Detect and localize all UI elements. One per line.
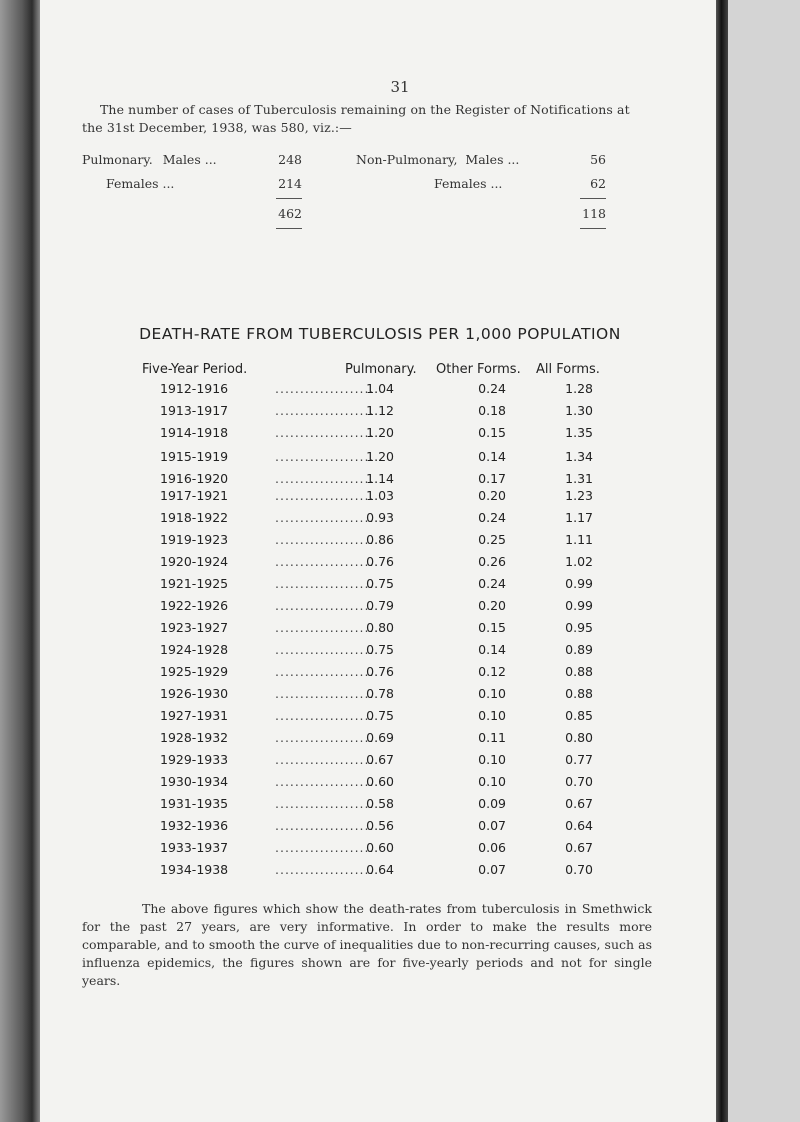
period-cell: 1930-1934 (160, 774, 229, 789)
period-cell: 1913-1917 (160, 403, 229, 418)
period-cell: 1932-1936 (160, 818, 229, 833)
table-row (0, 862, 760, 882)
non-pulmonary-label: Non-Pulmonary, (356, 152, 458, 167)
table-row (0, 818, 760, 838)
pulmonary-cell: 1.12 (366, 403, 394, 418)
leader-dots: .................... (275, 576, 375, 591)
all-forms-cell: 1.34 (565, 449, 593, 464)
all-forms-cell: 1.30 (565, 403, 593, 418)
table-row (0, 642, 760, 662)
other-forms-cell: 0.11 (478, 730, 506, 745)
all-forms-cell: 0.99 (565, 576, 593, 591)
other-forms-cell: 0.24 (478, 576, 506, 591)
leader-dots: .................... (275, 664, 375, 679)
table-title: DEATH-RATE FROM TUBERCULOSIS PER 1,000 POPULATION (139, 325, 621, 343)
other-forms-cell: 0.10 (478, 708, 506, 723)
leader-dots: .................... (275, 730, 375, 745)
pulmonary-total-rule (276, 228, 302, 229)
pulmonary-females-value: 214 (278, 176, 302, 191)
all-forms-cell: 1.28 (565, 381, 593, 396)
table-row (0, 449, 760, 469)
period-cell: 1915-1919 (160, 449, 229, 464)
other-forms-cell: 0.24 (478, 510, 506, 525)
other-forms-cell: 0.24 (478, 381, 506, 396)
period-cell: 1917-1921 (160, 488, 229, 503)
leader-dots: .................... (275, 774, 375, 789)
header-period: Five-Year Period. (142, 362, 248, 377)
other-forms-cell: 0.14 (478, 449, 506, 464)
leader-dots: .................... (275, 796, 375, 811)
table-row (0, 752, 760, 772)
all-forms-cell: 0.64 (565, 818, 593, 833)
leader-dots: .................... (275, 840, 375, 855)
period-cell: 1925-1929 (160, 664, 229, 679)
all-forms-cell: 1.23 (565, 488, 593, 503)
table-row (0, 381, 760, 401)
period-cell: 1914-1918 (160, 425, 229, 440)
pulmonary-cell: 0.67 (366, 752, 394, 767)
all-forms-cell: 0.95 (565, 620, 593, 635)
pulmonary-cell: 1.20 (366, 449, 394, 464)
period-cell: 1929-1933 (160, 752, 229, 767)
period-cell: 1920-1924 (160, 554, 229, 569)
other-forms-cell: 0.07 (478, 818, 506, 833)
leader-dots: .................... (275, 449, 375, 464)
all-forms-cell: 1.17 (565, 510, 593, 525)
all-forms-cell: 1.11 (565, 532, 593, 547)
non-pulmonary-females-label: Females ... (434, 176, 503, 191)
pulmonary-cell: 0.60 (366, 774, 394, 789)
period-cell: 1922-1926 (160, 598, 229, 613)
table-row (0, 708, 760, 728)
period-cell: 1921-1925 (160, 576, 229, 591)
pulmonary-cell: 0.93 (366, 510, 394, 525)
leader-dots: .................... (275, 381, 375, 396)
period-cell: 1918-1922 (160, 510, 229, 525)
table-row (0, 774, 760, 794)
pulmonary-cell: 0.64 (366, 862, 394, 877)
all-forms-cell: 0.88 (565, 664, 593, 679)
pulmonary-cell: 0.58 (366, 796, 394, 811)
table-row (0, 488, 760, 508)
all-forms-cell: 0.67 (565, 840, 593, 855)
pulmonary-females-row (106, 176, 174, 194)
other-forms-cell: 0.18 (478, 403, 506, 418)
other-forms-cell: 0.10 (478, 686, 506, 701)
table-row (0, 686, 760, 706)
period-cell: 1927-1931 (160, 708, 229, 723)
other-forms-cell: 0.25 (478, 532, 506, 547)
pulmonary-cell: 0.76 (366, 554, 394, 569)
leader-dots: .................... (275, 488, 375, 503)
table-row (0, 576, 760, 596)
non-pulmonary-total-rule (580, 228, 606, 229)
period-cell: 1924-1928 (160, 642, 229, 657)
all-forms-cell: 0.85 (565, 708, 593, 723)
pulmonary-total-value: 462 (278, 206, 302, 221)
all-forms-cell: 0.77 (565, 752, 593, 767)
pulmonary-cell: 0.79 (366, 598, 394, 613)
leader-dots: .................... (275, 532, 375, 547)
non-pulmonary-females-row (434, 176, 502, 194)
other-forms-cell: 0.10 (478, 752, 506, 767)
pulmonary-males-value: 248 (278, 152, 302, 167)
pulmonary-cell: 0.86 (366, 532, 394, 547)
leader-dots: .................... (275, 554, 375, 569)
period-cell: 1919-1923 (160, 532, 229, 547)
all-forms-cell: 0.88 (565, 686, 593, 701)
period-cell: 1933-1937 (160, 840, 229, 855)
leader-dots: .................... (275, 752, 375, 767)
non-pulmonary-total-value: 118 (582, 206, 606, 221)
non-pulmonary-males-label: Males ... (465, 152, 520, 167)
other-forms-cell: 0.15 (478, 425, 506, 440)
other-forms-cell: 0.10 (478, 774, 506, 789)
all-forms-cell: 0.89 (565, 642, 593, 657)
intro-paragraph (82, 101, 652, 137)
pulmonary-cell: 1.03 (366, 488, 394, 503)
other-forms-cell: 0.09 (478, 796, 506, 811)
other-forms-cell: 0.20 (478, 488, 506, 503)
other-forms-cell: 0.12 (478, 664, 506, 679)
all-forms-cell: 0.99 (565, 598, 593, 613)
other-forms-cell: 0.14 (478, 642, 506, 657)
leader-dots: .................... (275, 425, 375, 440)
leader-dots: .................... (275, 471, 375, 486)
leader-dots: .................... (275, 403, 375, 418)
pulmonary-cell: 0.76 (366, 664, 394, 679)
pulmonary-cell: 0.80 (366, 620, 394, 635)
non-pulmonary-males-value: 56 (590, 152, 606, 167)
leader-dots: .................... (275, 620, 375, 635)
leader-dots: .................... (275, 598, 375, 613)
leader-dots: .................... (275, 510, 375, 525)
table-row (0, 664, 760, 684)
pulmonary-males-label: Males ... (162, 152, 217, 167)
all-forms-cell: 0.80 (565, 730, 593, 745)
leader-dots: .................... (275, 862, 375, 877)
period-cell: 1923-1927 (160, 620, 229, 635)
period-cell: 1916-1920 (160, 471, 229, 486)
all-forms-cell: 1.31 (565, 471, 593, 486)
page-number: 31 (390, 78, 410, 96)
table-row (0, 620, 760, 640)
table-row (0, 840, 760, 860)
period-cell: 1934-1938 (160, 862, 229, 877)
pulmonary-cell: 0.69 (366, 730, 394, 745)
other-forms-cell: 0.20 (478, 598, 506, 613)
all-forms-cell: 1.02 (565, 554, 593, 569)
all-forms-cell: 0.67 (565, 796, 593, 811)
closing-paragraph (82, 900, 652, 990)
pulmonary-cell: 1.04 (366, 381, 394, 396)
table-row (0, 554, 760, 574)
intro-text: The number of cases of Tuberculosis remaining on the Register of Notifications at the 31st December, 1938, was 580, viz.:— (82, 102, 630, 135)
other-forms-cell: 0.17 (478, 471, 506, 486)
pulmonary-cell: 0.75 (366, 576, 394, 591)
period-cell: 1926-1930 (160, 686, 229, 701)
header-other-forms: Other Forms. (436, 362, 521, 377)
period-cell: 1931-1935 (160, 796, 229, 811)
table-row (0, 796, 760, 816)
pulmonary-cell: 0.75 (366, 708, 394, 723)
all-forms-cell: 0.70 (565, 862, 593, 877)
table-row (0, 532, 760, 552)
leader-dots: .................... (275, 642, 375, 657)
header-pulmonary: Pulmonary. (345, 362, 417, 377)
pulmonary-cell: 0.78 (366, 686, 394, 701)
leader-dots: .................... (275, 686, 375, 701)
leader-dots: .................... (275, 708, 375, 723)
other-forms-cell: 0.07 (478, 862, 506, 877)
table-row (0, 425, 760, 445)
header-all-forms: All Forms. (536, 362, 600, 377)
period-cell: 1928-1932 (160, 730, 229, 745)
pulmonary-females-label: Females ... (106, 176, 175, 191)
pulmonary-cell: 0.75 (366, 642, 394, 657)
table-row (0, 403, 760, 423)
closing-text: The above figures which show the death-rates from tuberculosis in Smethwick for the past 27 years, are very informative. In order to make the results more comparable, and to smooth the curve of inequalities due to non-recurring causes, such as influenza epidemics, the figures shown are for five-yearly periods and not for single years. (82, 901, 652, 988)
non-pulmonary-males-row (356, 152, 519, 170)
pulmonary-cell: 0.56 (366, 818, 394, 833)
other-forms-cell: 0.06 (478, 840, 506, 855)
pulmonary-label: Pulmonary. (82, 152, 153, 167)
all-forms-cell: 0.70 (565, 774, 593, 789)
other-forms-cell: 0.15 (478, 620, 506, 635)
other-forms-cell: 0.26 (478, 554, 506, 569)
pulmonary-sum-rule (276, 198, 302, 199)
table-row (0, 730, 760, 750)
non-pulmonary-sum-rule (580, 198, 606, 199)
non-pulmonary-females-value: 62 (590, 176, 606, 191)
period-cell: 1912-1916 (160, 381, 229, 396)
pulmonary-males-row (82, 152, 217, 170)
pulmonary-cell: 1.20 (366, 425, 394, 440)
pulmonary-cell: 1.14 (366, 471, 394, 486)
all-forms-cell: 1.35 (565, 425, 593, 440)
table-row (0, 510, 760, 530)
pulmonary-cell: 0.60 (366, 840, 394, 855)
table-row (0, 598, 760, 618)
leader-dots: .................... (275, 818, 375, 833)
